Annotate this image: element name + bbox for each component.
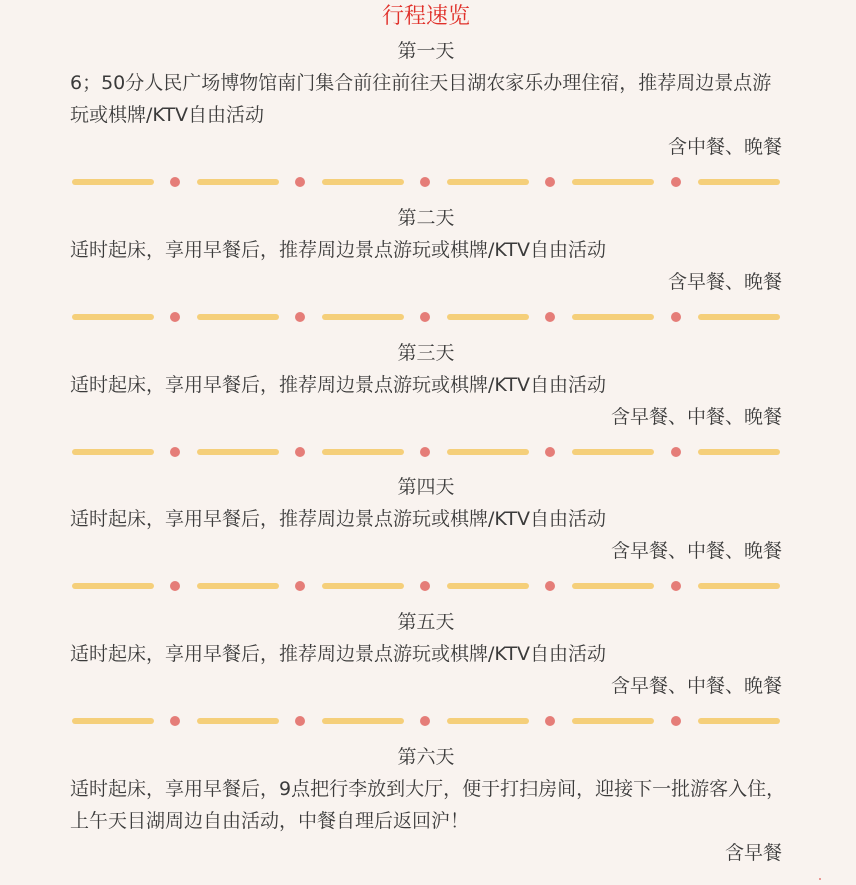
divider-segment bbox=[447, 179, 529, 185]
divider bbox=[72, 580, 780, 592]
divider-segment bbox=[572, 449, 654, 455]
divider-segment bbox=[698, 179, 780, 185]
divider-dot bbox=[545, 716, 555, 726]
divider bbox=[72, 311, 780, 323]
divider-dot bbox=[671, 312, 681, 322]
day-label: 第三天 bbox=[397, 342, 455, 364]
day-description: 适时起床，享用早餐后，推荐周边景点游玩或棋牌/KTV自由活动 bbox=[70, 374, 606, 396]
divider-segment bbox=[572, 718, 654, 724]
divider-segment bbox=[197, 314, 279, 320]
divider-dot bbox=[295, 716, 305, 726]
divider-segment bbox=[698, 583, 780, 589]
divider-dot bbox=[420, 177, 430, 187]
day-meals: 含早餐、中餐、晚餐 bbox=[610, 406, 782, 428]
divider-segment bbox=[197, 583, 279, 589]
divider-dot bbox=[420, 581, 430, 591]
divider-segment bbox=[698, 314, 780, 320]
divider-dot bbox=[295, 447, 305, 457]
divider-dot bbox=[420, 312, 430, 322]
divider-segment bbox=[322, 583, 404, 589]
day-meals: 含早餐、中餐、晚餐 bbox=[610, 540, 782, 562]
day-description: 适时起床，享用早餐后，推荐周边景点游玩或棋牌/KTV自由活动 bbox=[70, 643, 606, 665]
day-description: 适时起床，享用早餐后，9点把行李放到大厅，便于打扫房间，迎接下一批游客入住，上午天目湖周边自由活动，中餐自理后返回沪！ bbox=[70, 778, 786, 832]
divider-dot bbox=[170, 312, 180, 322]
day-meals: 含早餐、中餐、晚餐 bbox=[610, 675, 782, 697]
day-description: 适时起床，享用早餐后，推荐周边景点游玩或棋牌/KTV自由活动 bbox=[70, 508, 606, 530]
divider-segment bbox=[72, 583, 154, 589]
divider-segment bbox=[572, 314, 654, 320]
divider-dot bbox=[295, 177, 305, 187]
decorative-dot bbox=[819, 878, 821, 880]
day-description: 适时起床，享用早餐后，推荐周边景点游玩或棋牌/KTV自由活动 bbox=[70, 239, 606, 261]
divider-segment bbox=[572, 583, 654, 589]
divider-segment bbox=[322, 314, 404, 320]
page-title: 行程速览 bbox=[381, 4, 470, 29]
day-label: 第六天 bbox=[397, 746, 455, 768]
divider-segment bbox=[698, 449, 780, 455]
divider-segment bbox=[447, 314, 529, 320]
divider-dot bbox=[671, 581, 681, 591]
day-label: 第五天 bbox=[397, 611, 455, 633]
divider-dot bbox=[671, 716, 681, 726]
divider-segment bbox=[322, 179, 404, 185]
day-2 bbox=[0, 202, 852, 298]
divider-segment bbox=[322, 718, 404, 724]
day-label: 第四天 bbox=[397, 476, 455, 498]
divider-segment bbox=[197, 179, 279, 185]
divider-dot bbox=[545, 177, 555, 187]
divider-dot bbox=[545, 581, 555, 591]
divider-segment bbox=[447, 718, 529, 724]
divider-dot bbox=[545, 312, 555, 322]
divider-segment bbox=[72, 449, 154, 455]
day-meals: 含中餐、晚餐 bbox=[667, 136, 782, 158]
divider bbox=[72, 176, 780, 188]
divider-dot bbox=[295, 312, 305, 322]
day-5 bbox=[0, 606, 852, 702]
divider-dot bbox=[545, 447, 555, 457]
divider-segment bbox=[698, 718, 780, 724]
day-1 bbox=[0, 35, 852, 163]
divider-segment bbox=[72, 718, 154, 724]
day-meals: 含早餐 bbox=[724, 842, 782, 864]
divider-dot bbox=[295, 581, 305, 591]
divider bbox=[72, 446, 780, 458]
divider-dot bbox=[420, 716, 430, 726]
divider-dot bbox=[170, 447, 180, 457]
divider-dot bbox=[170, 581, 180, 591]
divider-segment bbox=[447, 449, 529, 455]
day-label: 第一天 bbox=[397, 40, 455, 62]
day-meals: 含早餐、晚餐 bbox=[667, 271, 782, 293]
divider-segment bbox=[197, 449, 279, 455]
day-3 bbox=[0, 337, 852, 433]
divider-segment bbox=[197, 718, 279, 724]
divider-segment bbox=[72, 314, 154, 320]
divider-dot bbox=[671, 177, 681, 187]
divider-dot bbox=[420, 447, 430, 457]
divider-dot bbox=[671, 447, 681, 457]
divider-segment bbox=[572, 179, 654, 185]
divider-segment bbox=[322, 449, 404, 455]
divider bbox=[72, 715, 780, 727]
day-label: 第二天 bbox=[397, 207, 455, 229]
divider-dot bbox=[170, 177, 180, 187]
divider-dot bbox=[170, 716, 180, 726]
divider-segment bbox=[447, 583, 529, 589]
day-4 bbox=[0, 471, 852, 567]
day-description: 6；50分人民广场博物馆南门集合前往前往天目湖农家乐办理住宿，推荐周边景点游玩或棋牌/KTV自由活动 bbox=[70, 72, 772, 126]
day-6 bbox=[0, 741, 852, 869]
divider-segment bbox=[72, 179, 154, 185]
